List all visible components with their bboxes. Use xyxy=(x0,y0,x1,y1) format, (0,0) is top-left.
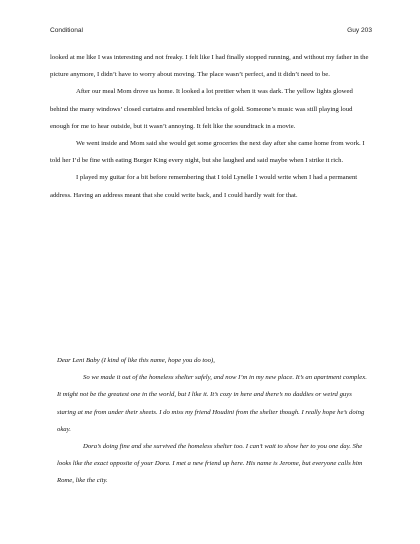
body-paragraph: I played my guitar for a bit before remembering that I told Lynelle I would write when I had a permanent address. Having an address meant that she could write back, and I could hardly wait for that. xyxy=(50,174,358,199)
header-title: Conditional xyxy=(50,27,83,34)
body-paragraph: looked at me like I was interesting and not freaky. I felt like I had finally stopped running, and without my father in the picture anymore, I didn’t have to worry about moving. The place wasn’t perfect, and it didn’t need to be. xyxy=(50,54,369,79)
letter-paragraph: So we made it out of the homeless shelter safely, and now I’m in my new place. It’s an apartment complex. It might not be the greatest one in the world, but I like it. It’s cozy in here and there’s no daddies or weird guys staring at me from under their sheets. I do miss my friend Houdini from the shelter though. I really hope he’s doing okay. xyxy=(57,374,367,433)
body-paragraph: We went inside and Mom said she would get some groceries the next day after she came home from work. I told her I’d be fine with eating Burger King every night, but she laughed and said maybe when I strike it rich. xyxy=(50,140,365,165)
header-page-number: Guy 203 xyxy=(347,27,372,34)
letter-paragraph: Dora’s doing fine and she survived the homeless shelter too. I can’t wait to show her to you one day. She looks like the exact opposite of your Dora. I met a new friend up here. His name is Jerome, but everyone calls him Rome, like the city. xyxy=(57,443,363,485)
body-text xyxy=(50,49,372,204)
letter-block xyxy=(57,352,369,490)
running-header xyxy=(50,27,372,39)
body-paragraph: After our meal Mom drove us home. It looked a lot prettier when it was dark. The yellow lights glowed behind the many windows’ closed curtains and resembled bricks of gold. Someone’s music was still playing loud enough for me to hear outside, but it wasn’t annoying. It felt like the soundtrack in a movie. xyxy=(50,88,353,130)
letter-salutation: Dear Leni Baby (I kind of like this name, hope you do too), xyxy=(57,357,215,364)
